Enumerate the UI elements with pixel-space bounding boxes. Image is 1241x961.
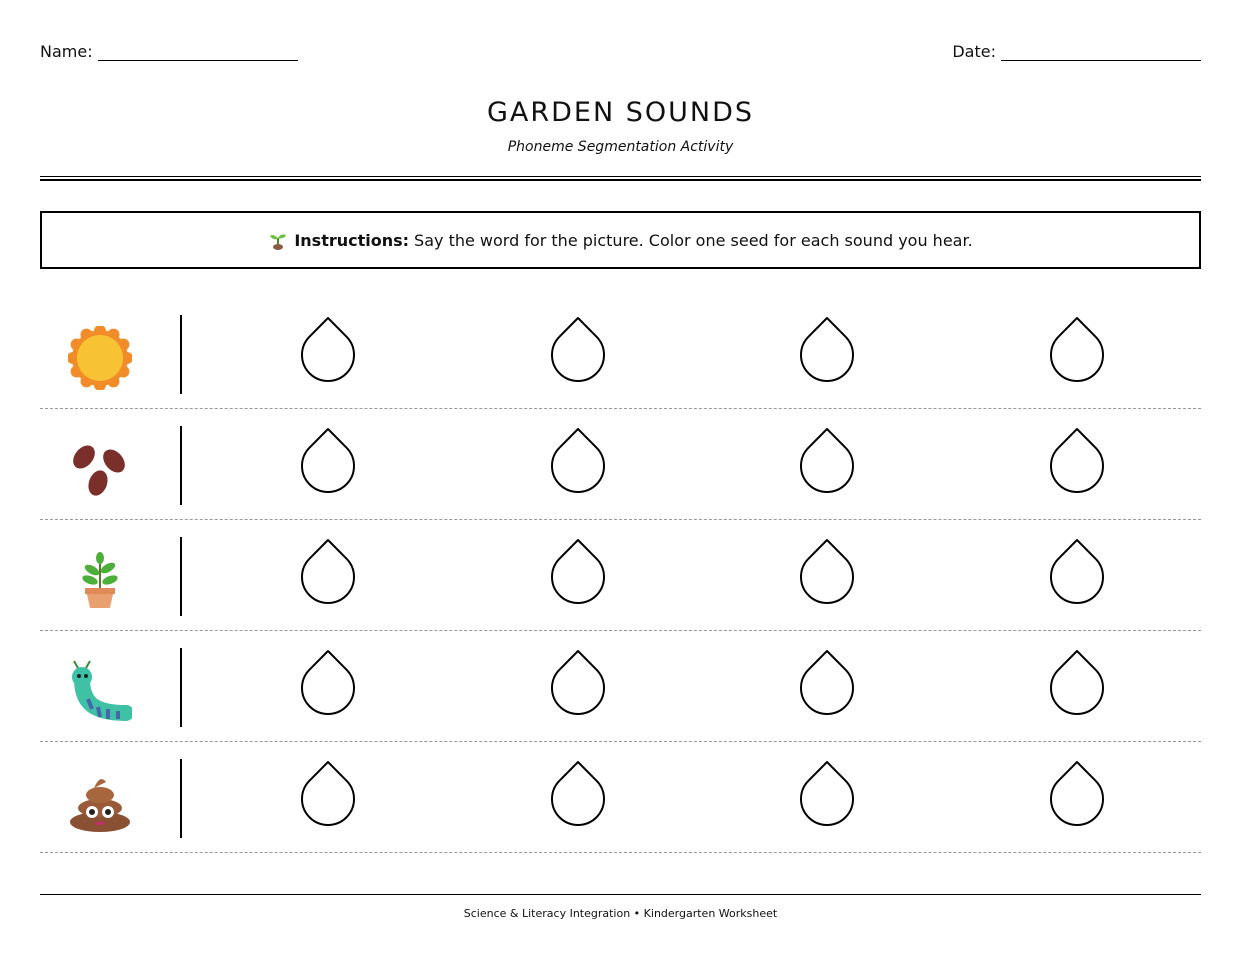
word-row: [40, 409, 1201, 520]
row-divider: [180, 648, 182, 727]
seed-drop[interactable]: [300, 427, 356, 493]
instructions-box: [40, 211, 1201, 269]
seed-drop[interactable]: [1049, 649, 1105, 715]
row-divider: [180, 759, 182, 838]
seed-drop[interactable]: [550, 316, 606, 382]
seed-drop[interactable]: [1049, 760, 1105, 826]
seed-drop[interactable]: [1049, 427, 1105, 493]
row-divider: [180, 315, 182, 394]
seed-drop[interactable]: [300, 316, 356, 382]
seed-drop[interactable]: [550, 760, 606, 826]
potted-plant-icon: [68, 548, 132, 612]
seed-drop[interactable]: [1049, 316, 1105, 382]
name-label: Name:: [40, 42, 93, 61]
footer-text: Science & Literacy Integration • Kindergarten Worksheet: [463, 907, 778, 920]
row-divider: [180, 426, 182, 505]
word-row: [40, 742, 1201, 853]
name-field[interactable]: [40, 42, 298, 61]
seed-drop[interactable]: [799, 760, 855, 826]
row-divider: [180, 537, 182, 616]
seed-drop[interactable]: [550, 538, 606, 604]
seed-drop[interactable]: [550, 649, 606, 715]
seed-drop[interactable]: [799, 538, 855, 604]
beans-icon: [68, 437, 132, 501]
poop-icon: [68, 770, 132, 834]
date-field[interactable]: [952, 42, 1201, 61]
page-title: GARDEN SOUNDS: [486, 97, 755, 128]
date-line[interactable]: [1001, 45, 1201, 61]
footer-divider: [40, 894, 1201, 895]
date-label: Date:: [952, 42, 996, 61]
seed-drop[interactable]: [550, 427, 606, 493]
seed-drop[interactable]: [300, 538, 356, 604]
seed-drop[interactable]: [799, 316, 855, 382]
word-row: [40, 298, 1201, 409]
bug-icon: [68, 659, 132, 723]
seedling-icon: [268, 230, 288, 250]
page-subtitle: Phoneme Segmentation Activity: [507, 139, 734, 155]
name-line[interactable]: [98, 45, 298, 61]
instructions-label: Instructions:: [294, 230, 410, 250]
seed-drop[interactable]: [300, 760, 356, 826]
seed-drop[interactable]: [300, 649, 356, 715]
word-row: [40, 631, 1201, 742]
word-row: [40, 520, 1201, 631]
seed-drop[interactable]: [799, 427, 855, 493]
seed-drop[interactable]: [799, 649, 855, 715]
instructions-text: Say the word for the picture. Color one seed for each sound you hear.: [414, 230, 973, 250]
sun-icon: [68, 326, 132, 390]
seed-drop[interactable]: [1049, 538, 1105, 604]
double-divider: [40, 176, 1201, 181]
